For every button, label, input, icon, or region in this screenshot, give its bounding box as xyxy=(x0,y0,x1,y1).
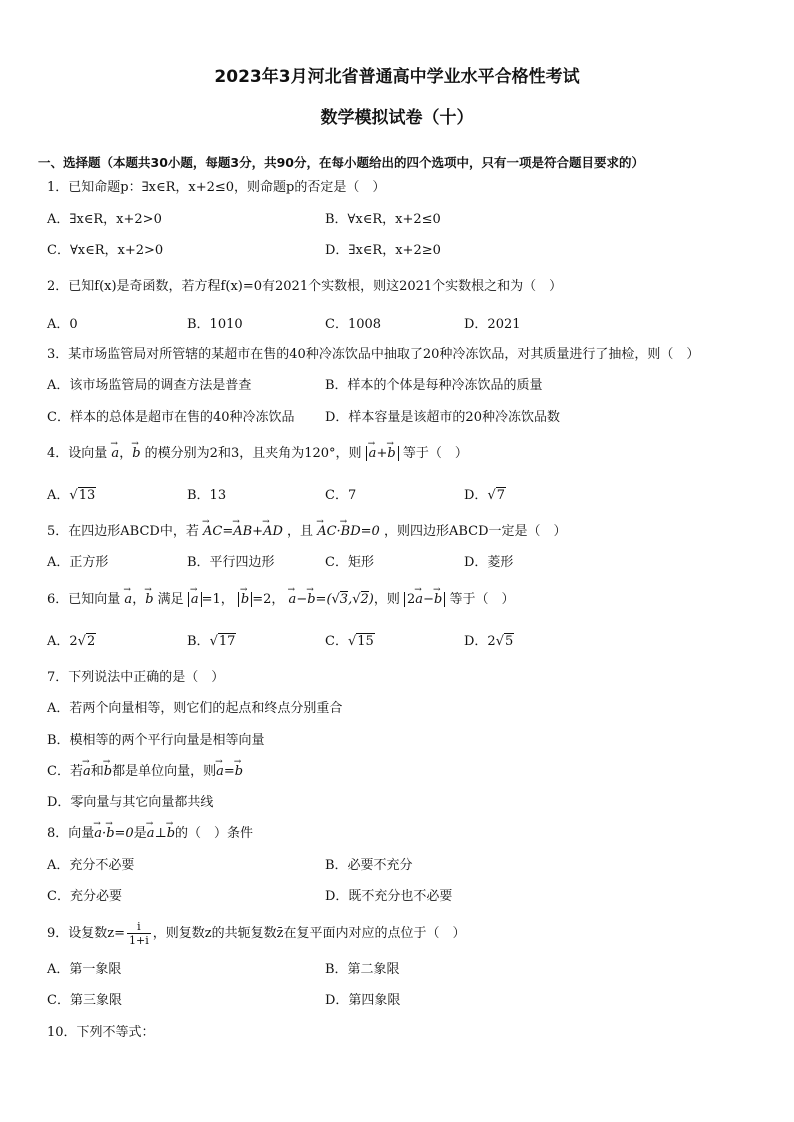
question-5-option-d: D．菱形 xyxy=(464,555,514,570)
question-5-stem-part-a: 5．在四边形ABCD中，若 xyxy=(47,524,199,539)
question-7-stem: 7．下列说法中正确的是（ ） xyxy=(47,670,225,685)
vector-a: → a xyxy=(124,591,132,609)
question-9-option-c: C．第三象限 xyxy=(47,993,122,1008)
radicand: 13 xyxy=(78,488,96,503)
vector-b: → b xyxy=(145,591,153,609)
vector-b: → b xyxy=(104,763,112,781)
question-9-option-d: D．第四象限 xyxy=(325,993,401,1008)
question-5-stem-part-b: ，且 xyxy=(287,524,314,539)
question-4-stem-part-b: 的模分别为2和3，且夹角为120°，则 xyxy=(144,446,362,461)
sqrt-expression: √2 xyxy=(77,634,96,649)
perpendicular-relation: → a⊥→ b xyxy=(147,826,175,841)
question-4-stem-part-c: 等于（ ） xyxy=(402,446,468,461)
vector-b: → b xyxy=(132,445,140,463)
question-5-option-c: C．矩形 xyxy=(325,555,374,570)
section-heading: 一、选择题（本题共30小题，每题3分，共90分，在每小题给出的四个选项中，只有一项是符合题目要求的） xyxy=(38,155,644,170)
question-3-option-c: C．样本的总体是超市在售的40种冷冻饮品 xyxy=(47,410,295,425)
question-1-stem: 1．已知命题p：∃x∈R，x+2≤0，则命题p的否定是（ ） xyxy=(47,180,386,195)
vector-equality: → a=→ b xyxy=(216,764,243,779)
question-6-stem-part-f: 等于（ ） xyxy=(449,592,515,607)
magnitude-2a-minus-b: 2→ a−→ b xyxy=(404,592,445,607)
question-6-stem-part-b: 满足 xyxy=(157,592,184,607)
question-3-option-d: D．样本容量是该超市的20种冷冻饮品数 xyxy=(325,410,560,425)
question-6-stem: 6．已知向量 → a，→ b 满足 → a =1， → b =2， → a−→ b=(√3,√2)，则 2→ a−→ b 等于（ ） xyxy=(47,591,514,609)
question-8-stem-part-c: 的（ ）条件 xyxy=(175,826,254,841)
question-8-option-c: C．充分必要 xyxy=(47,889,122,904)
sqrt-expression: √15 xyxy=(347,634,374,649)
exam-title: 2023年3月河北省普通高中学业水平合格性考试 xyxy=(214,67,580,87)
question-2-stem: 2．已知f(x)是奇函数，若方程f(x)=0有2021个实数根，则这2021个实数根之和为（ ） xyxy=(47,279,563,294)
vector-a: → a xyxy=(83,763,91,781)
radicand: 7 xyxy=(496,488,506,503)
question-8-option-d: D．既不充分也不必要 xyxy=(325,889,453,904)
question-3-option-a: A．该市场监管局的调查方法是普查 xyxy=(47,378,252,393)
question-5-stem-part-c: ，则四边形ABCD一定是（ ） xyxy=(383,524,567,539)
question-9-stem xyxy=(47,920,465,947)
question-7-option-c xyxy=(47,763,243,781)
option-text-a: C．若 xyxy=(47,764,83,779)
question-1-option-c: C．∀x∈R，x+2>0 xyxy=(47,243,164,258)
option-label: A．2 xyxy=(47,634,78,649)
question-6-option-a xyxy=(47,633,96,651)
radicand: 2 xyxy=(86,634,96,649)
exam-subtitle: 数学模拟试卷（十） xyxy=(320,108,474,128)
question-6-option-d xyxy=(464,633,514,651)
radicand: 15 xyxy=(357,634,374,649)
question-4-option-c: C．7 xyxy=(325,488,357,503)
question-5-option-a: A．正方形 xyxy=(47,555,109,570)
vector-a: → a xyxy=(111,445,119,463)
question-4-option-b: B．13 xyxy=(187,488,227,503)
magnitude-a-plus-b: → a+→ b xyxy=(366,446,399,461)
sqrt-expression: √5 xyxy=(495,634,514,649)
fraction-denominator: 1+i xyxy=(129,934,149,947)
question-9-option-b: B．第二象限 xyxy=(325,962,400,977)
question-9-stem-part-a: 9．设复数z= xyxy=(47,926,126,941)
vector-difference-equation: → a−→ b=(√3,√2) xyxy=(289,592,374,607)
dot-product-zero: → a·→ b=0 xyxy=(94,826,133,841)
question-7-option-b: B．模相等的两个平行向量是相等向量 xyxy=(47,733,265,748)
question-4-stem-part-a: 4．设向量 xyxy=(47,446,108,461)
question-5-stem xyxy=(47,523,567,541)
question-7-option-a: A．若两个向量相等，则它们的起点和终点分别重合 xyxy=(47,701,343,716)
question-9-stem-part-b: ，则复数z的共轭复数z̄在复平面内对应的点位于（ ） xyxy=(152,926,466,941)
question-2-option-d: D．2021 xyxy=(464,317,521,332)
question-8-stem-part-a: 8．向量 xyxy=(47,826,95,841)
fraction xyxy=(127,920,151,947)
question-6-stem-part-e: ，则 xyxy=(373,592,400,607)
option-label: D．2 xyxy=(464,634,496,649)
question-8-stem xyxy=(47,825,253,843)
fraction-numerator: i xyxy=(127,920,151,934)
question-8-stem-part-b: 是 xyxy=(133,826,147,841)
question-4-stem: 4．设向量 → a，→ b 的模分别为2和3，且夹角为120°，则 → a+→ b 等于（ ） xyxy=(47,445,468,463)
question-6-stem-part-a: 6．已知向量 xyxy=(47,592,121,607)
question-4-option-d xyxy=(464,487,506,505)
question-10-stem: 10．下列不等式： xyxy=(47,1025,155,1040)
dot-product-equation: → AC·→ BD=0 xyxy=(317,524,380,539)
question-6-stem-part-d: =2， xyxy=(252,592,285,607)
question-8-option-a: A．充分不必要 xyxy=(47,858,135,873)
sqrt-expression: √7 xyxy=(487,488,506,503)
question-5-option-b: B．平行四边形 xyxy=(187,555,275,570)
radicand: 17 xyxy=(218,634,236,649)
question-1-option-b: B．∀x∈R，x+2≤0 xyxy=(325,212,441,227)
option-label: D． xyxy=(464,488,488,503)
question-6-option-b xyxy=(187,633,236,651)
option-label: A． xyxy=(47,488,70,503)
question-6-stem-part-c: =1， xyxy=(201,592,234,607)
vector-equation: → AC=→ AB+→ AD xyxy=(203,524,283,539)
question-2-option-a: A．0 xyxy=(47,317,78,332)
question-6-option-c xyxy=(325,633,375,651)
question-4-option-a xyxy=(47,487,96,505)
question-1-option-a: A．∃x∈R，x+2>0 xyxy=(47,212,162,227)
question-2-option-b: B．1010 xyxy=(187,317,243,332)
option-label: C． xyxy=(325,634,348,649)
question-1-option-d: D．∃x∈R，x+2≥0 xyxy=(325,243,441,258)
sqrt-expression: √17 xyxy=(209,634,236,649)
question-9-option-a: A．第一象限 xyxy=(47,962,122,977)
question-3-option-b: B．样本的个体是每种冷冻饮品的质量 xyxy=(325,378,543,393)
option-label: B． xyxy=(187,634,210,649)
question-3-stem: 3．某市场监管局对所管辖的某超市在售的40种冷冻饮品中抽取了20种冷冻饮品，对其质量进行了抽检，则（ ） xyxy=(47,347,700,362)
option-text-b: 和 xyxy=(90,764,104,779)
magnitude-a: → a xyxy=(188,592,202,607)
magnitude-b: → b xyxy=(238,592,252,607)
option-text-c: 都是单位向量，则 xyxy=(112,764,217,779)
radicand: 5 xyxy=(505,634,514,649)
question-2-option-c: C．1008 xyxy=(325,317,382,332)
question-7-option-d: D．零向量与其它向量都共线 xyxy=(47,795,214,810)
question-8-option-b: B．必要不充分 xyxy=(325,858,413,873)
sqrt-expression: √13 xyxy=(69,488,96,503)
